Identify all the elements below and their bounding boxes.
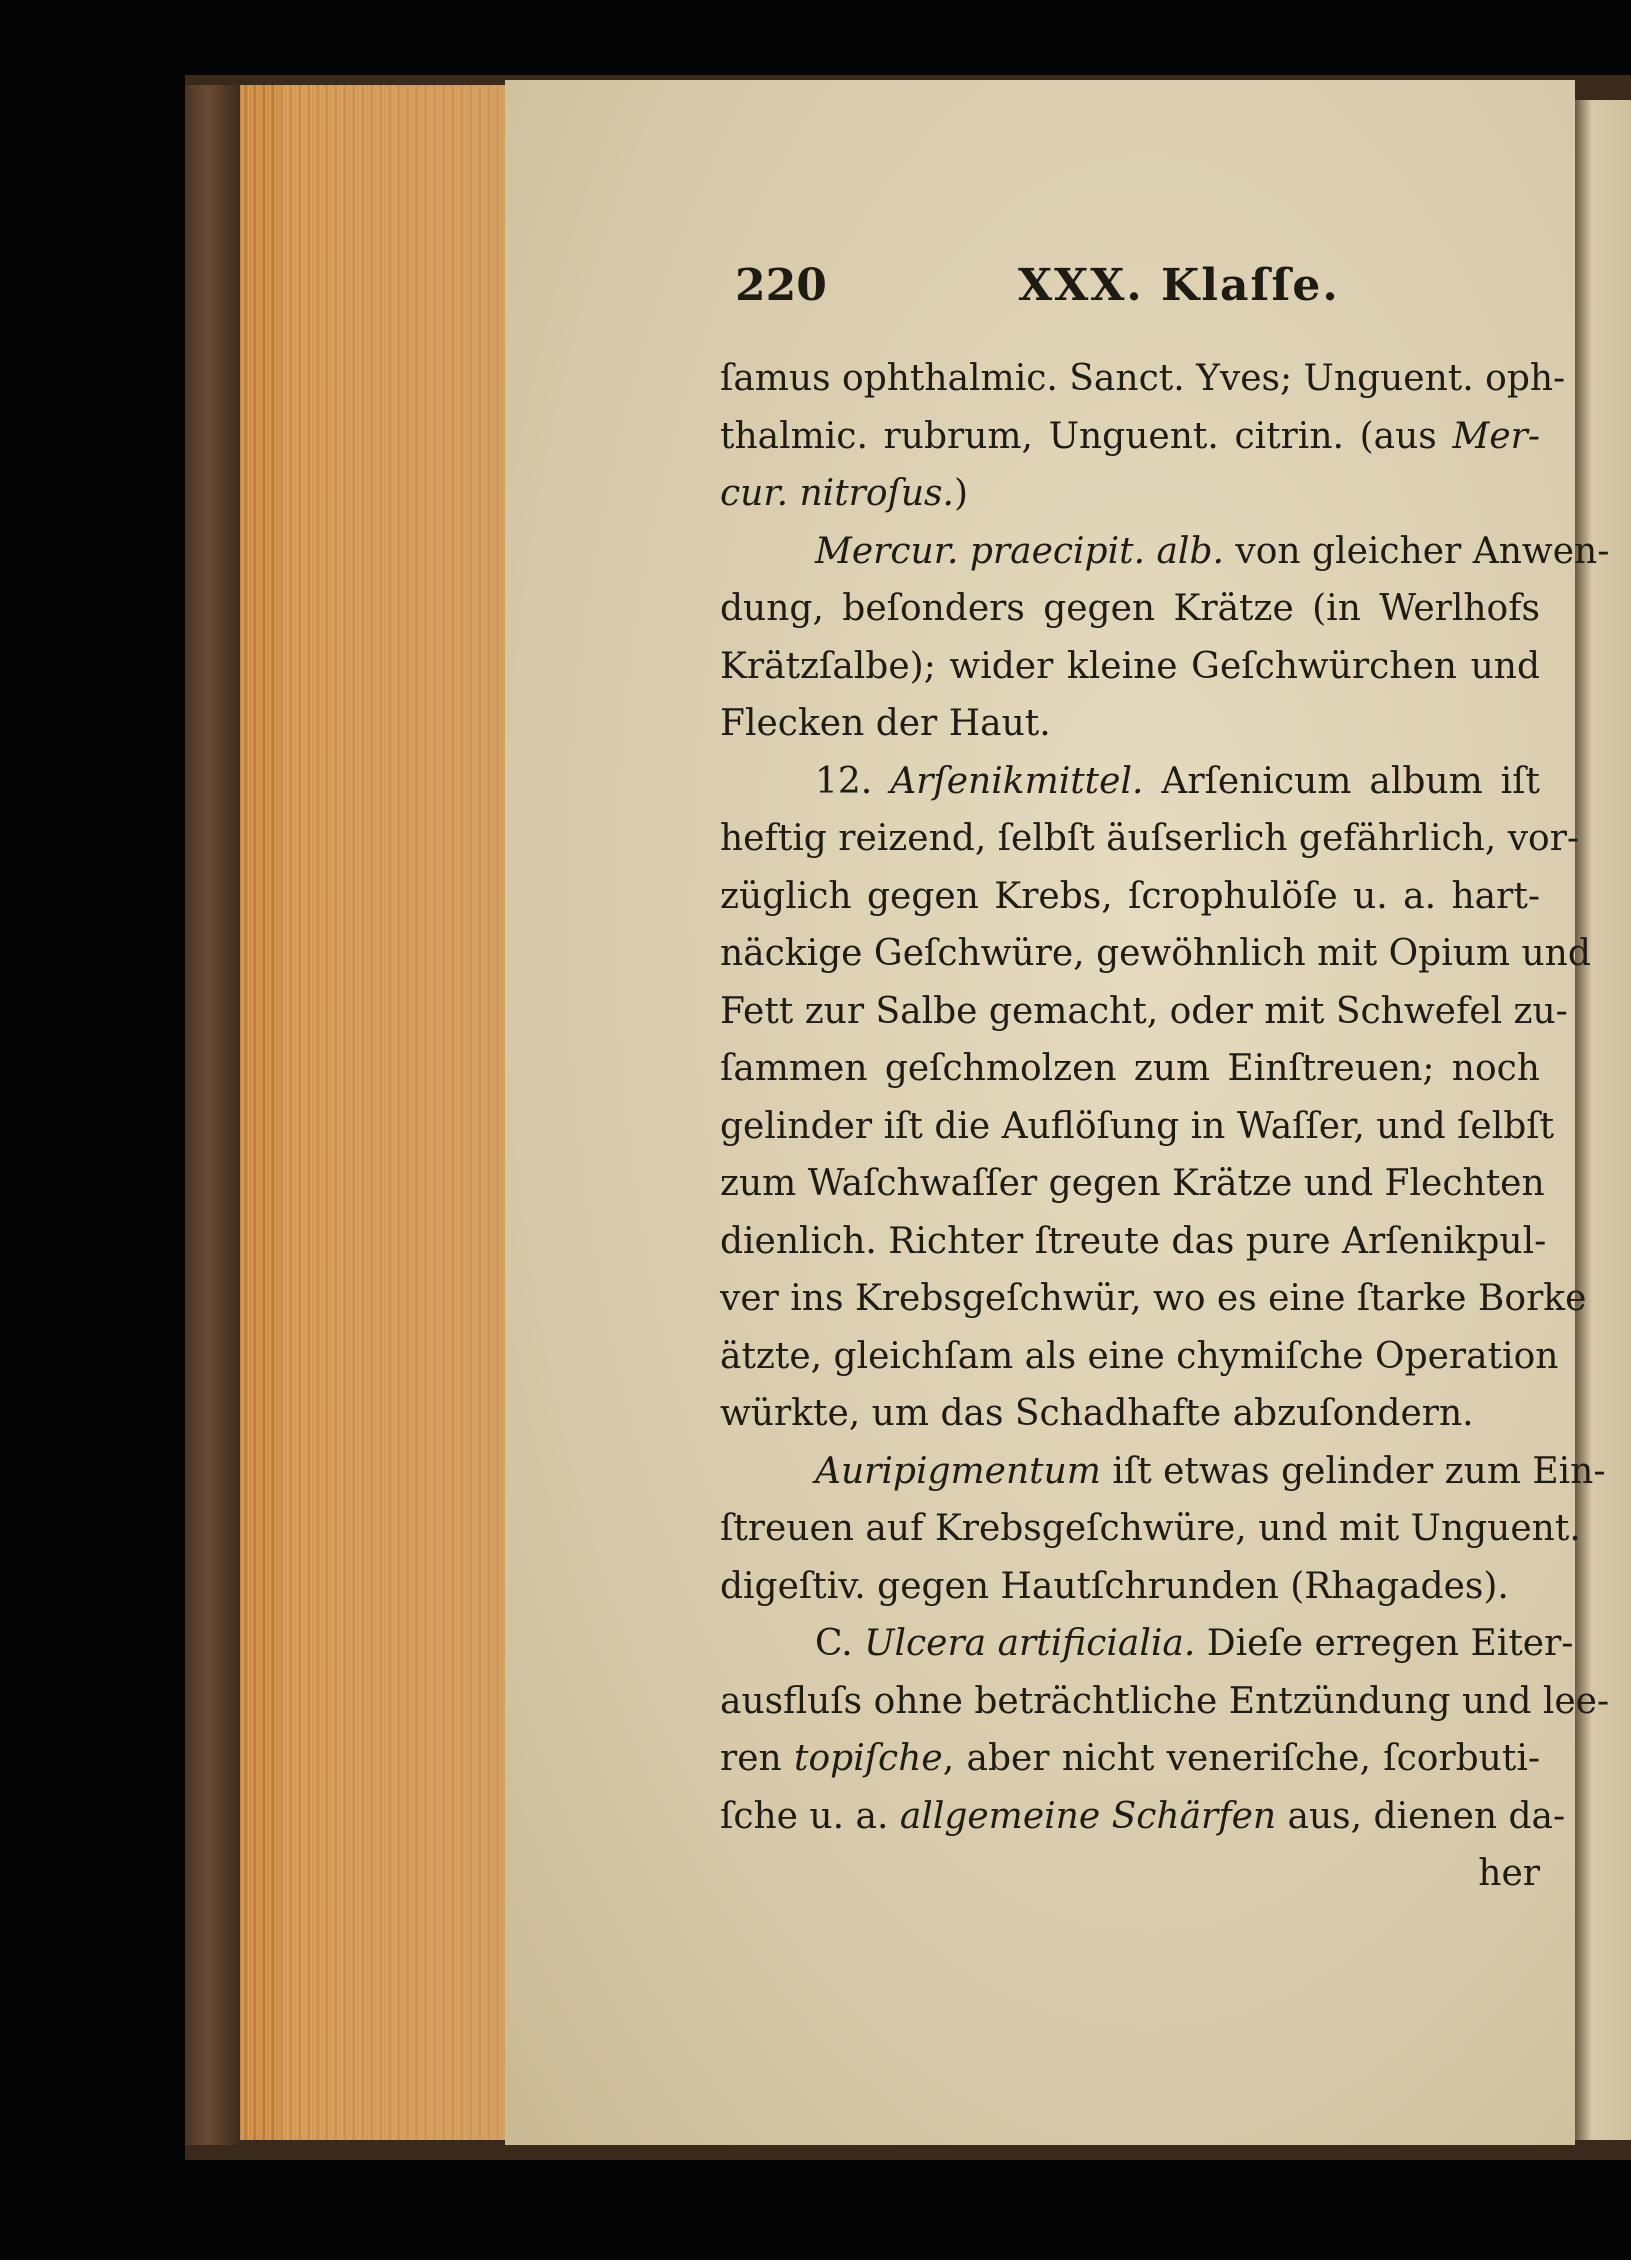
text-line: ſche u. a. allgemeine Schärfen aus, dienen da- [720, 1795, 1566, 1837]
text-line: ausfluſs ohne beträchtliche Entzündung und lee- [720, 1680, 1610, 1722]
page-number: 220 [735, 260, 827, 311]
text-line: näckige Geſchwüre, gewöhnlich mit Opium und [720, 933, 1591, 974]
text-line: ſtreuen auf Krebsgeſchwüre, und mit Unguent. [720, 1508, 1581, 1549]
text-line: dung, beſonders gegen Krätze (in Werlhofs [720, 588, 1540, 629]
text-line: zum Waſchwaſſer gegen Krätze und Flechten [720, 1163, 1545, 1204]
facing-page-edge [1575, 100, 1631, 2140]
body-text [720, 350, 1610, 1903]
text-line: ren topiſche, aber nicht veneriſche, ſcorbuti- [720, 1738, 1540, 1779]
text-line: Auripigmentum iſt etwas gelinder zum Ein- [815, 1450, 1606, 1492]
page-edges-shading [280, 85, 510, 2140]
text-line: Mercur. praecipit. alb. von gleicher Anwen- [815, 530, 1610, 572]
text-line: Krätzſalbe); wider kleine Geſchwürchen und [720, 645, 1540, 687]
text-line: züglich gegen Krebs, ſcrophulöſe u. a. hart- [720, 875, 1540, 917]
text-line: digeſtiv. gegen Hautſchrunden (Rhagades). [720, 1565, 1509, 1607]
text-line: gelinder iſt die Auflöſung in Waſſer, und ſelbſt [720, 1105, 1555, 1147]
catchword: her [1478, 1853, 1540, 1894]
text-line: C. Ulcera artificialia. Dieſe erregen Eiter- [815, 1623, 1574, 1664]
text-line: Fett zur Salbe gemacht, oder mit Schwefel zu- [720, 990, 1568, 1032]
text-line: thalmic. rubrum, Unguent. citrin. (aus Mer- [720, 415, 1540, 457]
text-line: heftig reizend, ſelbſt äuſserlich gefährlich, vor- [720, 818, 1580, 859]
text-line: 12. Arſenikmittel. Arſenicum album iſt [815, 760, 1540, 802]
page-header [735, 260, 1535, 320]
text-line: Flecken der Haut. [720, 703, 1051, 744]
running-head: XXX. Klaſſe. [1018, 260, 1340, 311]
text-line: ſamus ophthalmic. Sanct. Yves; Unguent. oph- [720, 358, 1566, 399]
text-line: cur. nitroſus.) [720, 473, 969, 514]
text-line: ſammen geſchmolzen zum Einſtreuen; noch [720, 1048, 1540, 1089]
book-cover-edge [185, 85, 240, 2145]
text-line: ver ins Krebsgeſchwür, wo es eine ſtarke Borke [720, 1278, 1587, 1319]
text-line: würkte, um das Schadhafte abzuſondern. [720, 1393, 1474, 1434]
text-line: ätzte, gleichſam als eine chymiſche Operation [720, 1335, 1559, 1377]
text-line: dienlich. Richter ſtreute das pure Arſenikpul- [720, 1220, 1547, 1262]
